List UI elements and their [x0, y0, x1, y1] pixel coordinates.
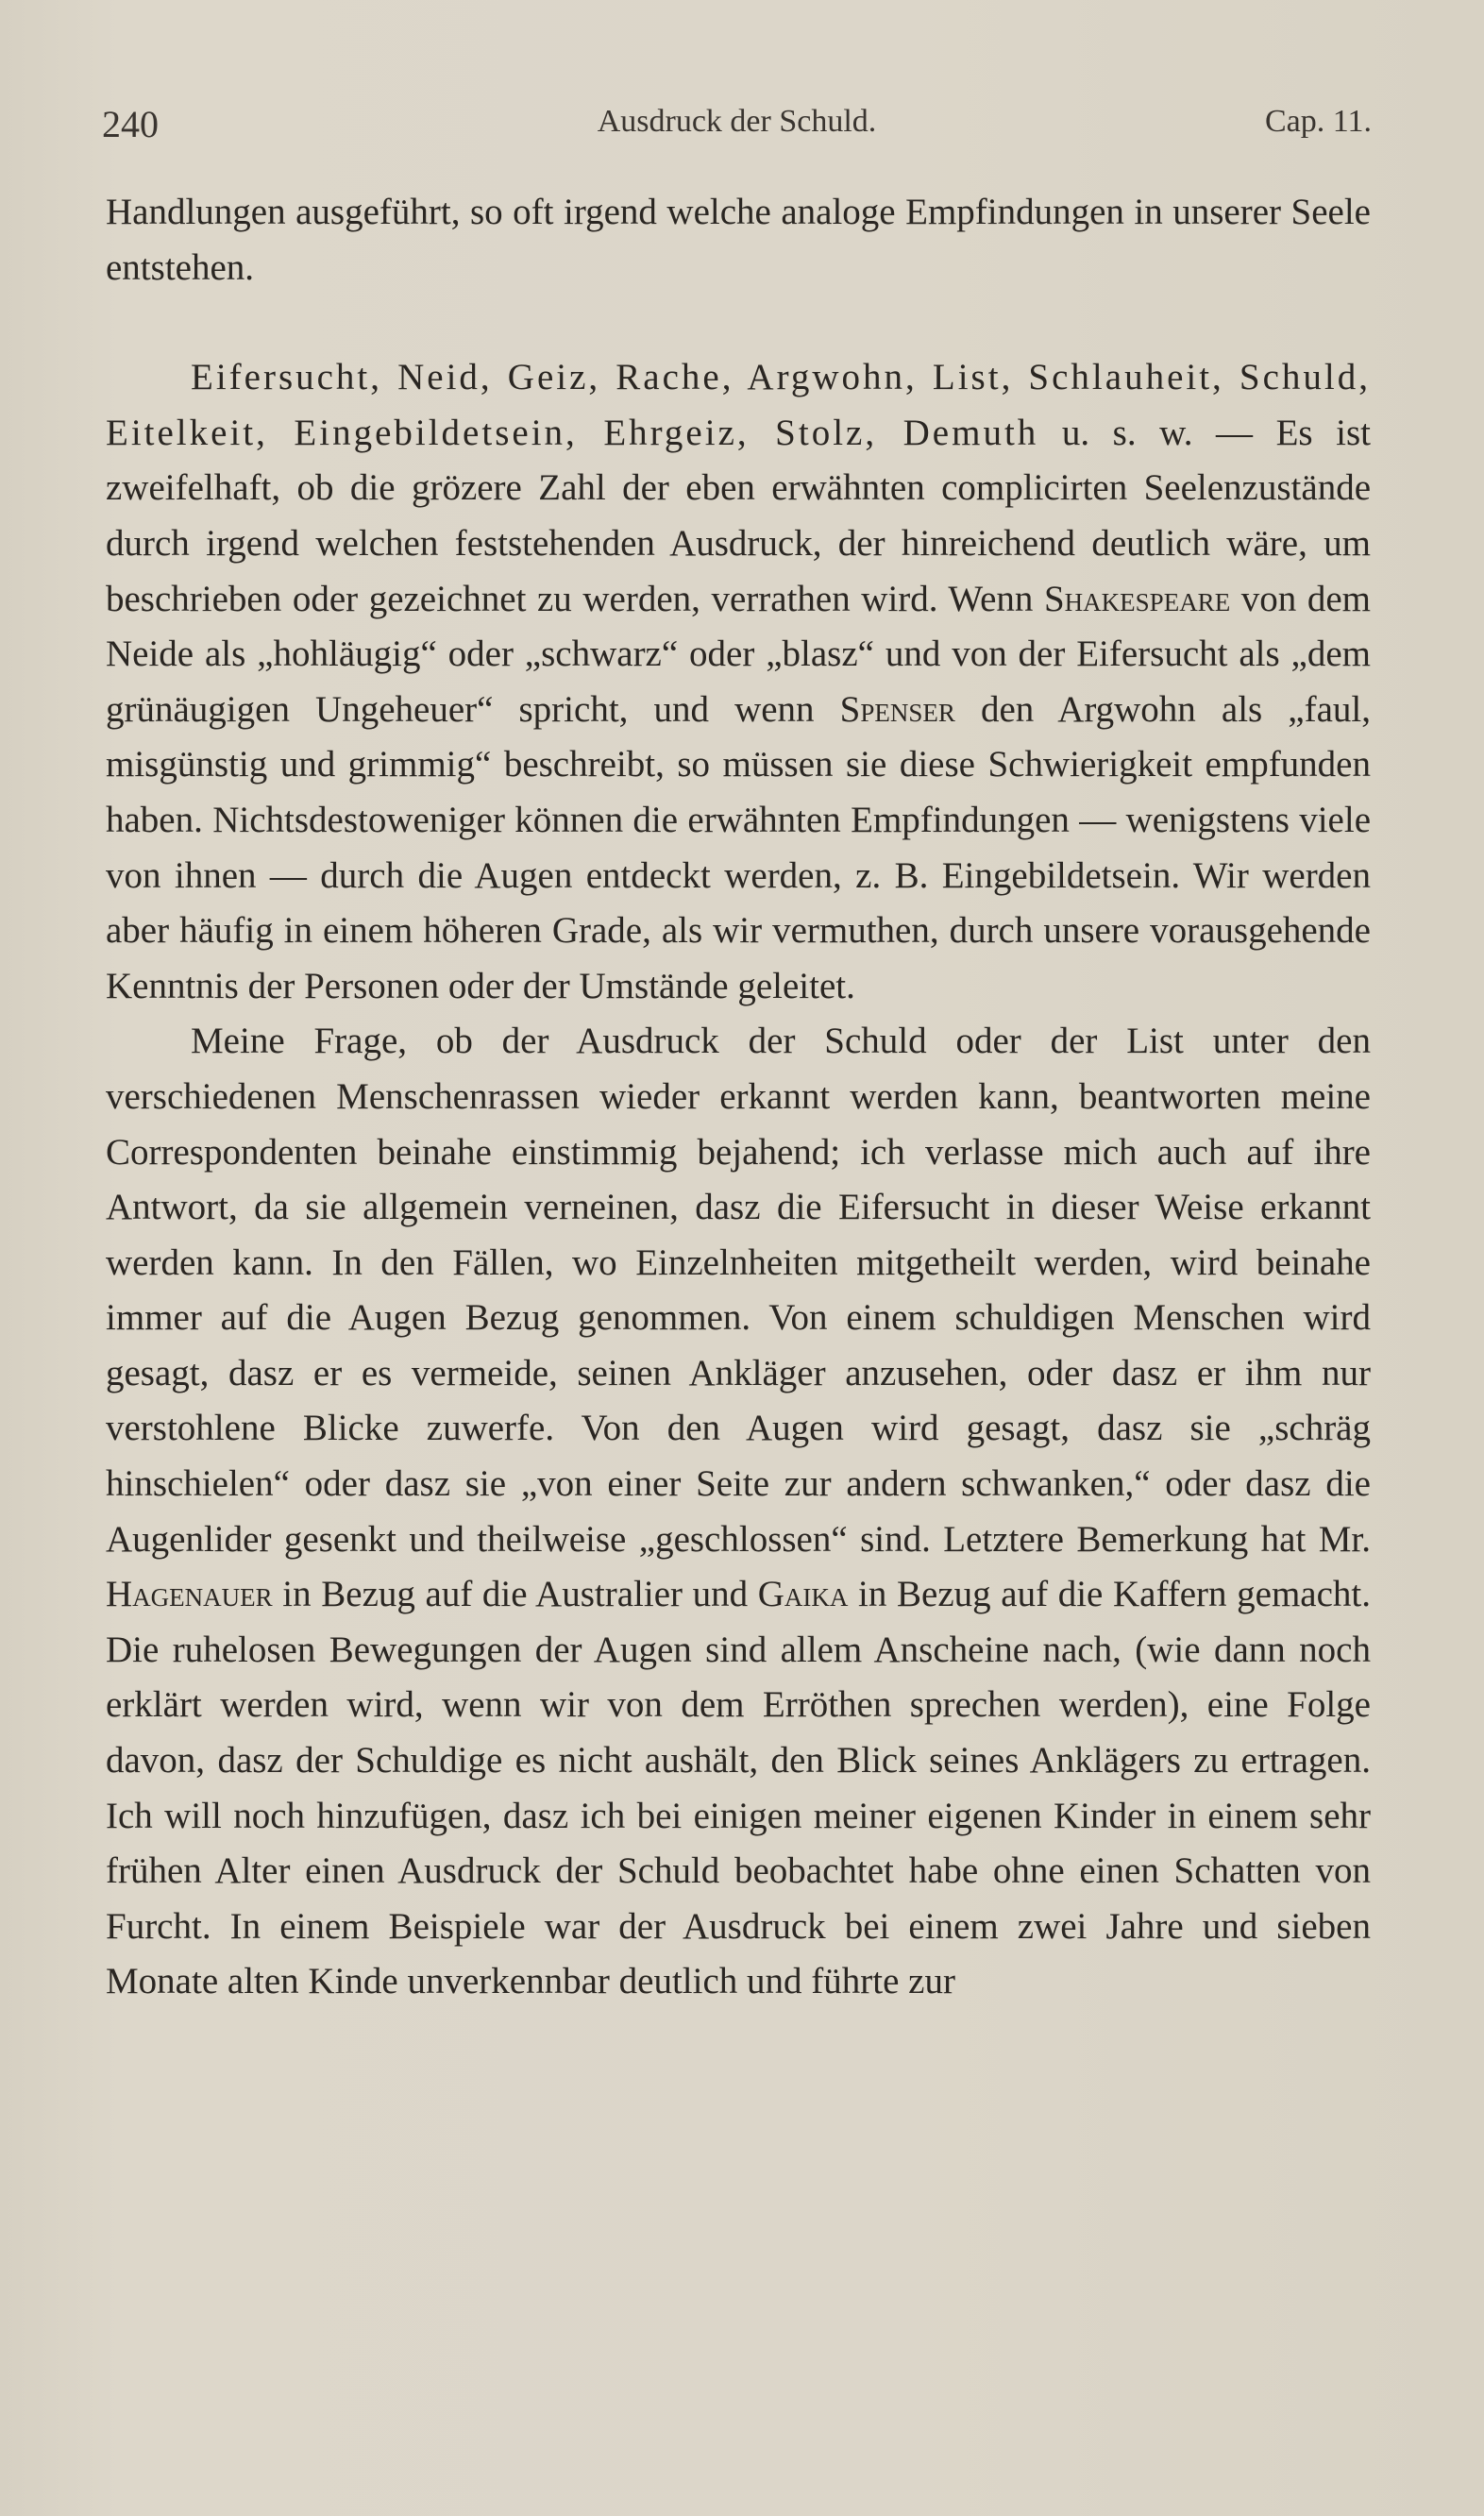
body-text [106, 185, 1371, 2010]
person-name-hagenauer: Hagenauer [106, 1574, 273, 1615]
paragraph-text: von dem Neide als „hohläugig“ oder „schwarz“ oder „blasz“ und von der Eifersucht als „dem grünäugigen Ungeheuer“ spricht, und wenn [106, 578, 1371, 730]
paragraph-continuation: Handlungen ausgeführt, so oft irgend welche analoge Empfindungen in unserer Seele entstehen. [106, 192, 1371, 288]
paragraph-guilt [106, 1014, 1371, 2010]
page-header [102, 102, 1372, 159]
page-number: 240 [102, 103, 159, 145]
paragraph-text: Meine Frage, ob der Ausdruck der Schuld oder der List unter den verschiedenen Menschenrassen wieder erkannt werden kann, beantworten meine Correspondenten beinahe einstimmig bejahend; ich verlasse mich auch auf ihre Antwort, da sie allgemein verneinen, dasz die Eifersucht in dieser Weise erkannt werden kann. In den Fällen, wo Einzelnheiten mitgetheilt werden, wird beinahe immer auf die Augen Bezug genommen. Von einem schuldigen Menschen wird gesagt, dasz er es vermeide, seinen Ankläger anzusehen, oder dasz er ihm nur verstohlene Blicke zuwerfe. Von den Augen wird gesagt, dasz sie „schräg hinschielen“ oder dasz sie „von einer Seite zur andern schwanken,“ oder dasz die Augenlider gesenkt und theilweise „geschlossen“ sind. Letztere Bemerkung hat Mr. [106, 1021, 1371, 1560]
emotion-list: Eifersucht, Neid, Geiz, Rache, Argwohn, List, Schlauheit, Schuld, Eitelkeit, Eingebildetsein, Ehrgeiz, Stolz, Demuth [106, 357, 1371, 453]
person-name-gaika: Gaika [757, 1574, 849, 1615]
paragraph-text: in Bezug auf die Kaffern gemacht. Die ruhelosen Bewegungen der Augen sind allem Anscheine nach, (wie dann noch erklärt werden wird, wenn wir von dem Erröthen sprechen werden), eine Folge davon, dasz der Schuldige es nicht aushält, den Blick seines Anklägers zu ertragen. Ich will noch hinzufügen, dasz ich bei einigen meiner eigenen Kinder in einem sehr frühen Alter einen Ausdruck der Schuld beobachtet habe ohne einen Schatten von Furcht. In einem Beispiele war der Ausdruck bei einem zwei Jahre und sieben Monate alten Kinde unverkennbar deutlich und führte zur [106, 1574, 1371, 2002]
paragraph-text: in Bezug auf die Australier und [272, 1574, 758, 1615]
paragraph-text: u. s. w. — Es ist zweifelhaft, ob die grözere Zahl der eben erwähnten complicirten Seelenzustände durch irgend welchen feststehenden Ausdruck, der hinreichend deutlich wäre, um beschrieben oder gezeichnet zu werden, verrathen wird. Wenn [106, 412, 1371, 619]
chapter-label: Cap. 11. [1264, 104, 1372, 139]
paragraph-emotions [106, 350, 1371, 1014]
paragraph-text: den Argwohn als „faul, misgünstig und grimmig“ beschreibt, so müssen sie diese Schwierigkeit empfunden haben. Nichtsdestoweniger können die erwähnten Empfindungen — wenigstens viele von ihnen — durch die Augen entdeckt werden, z. B. Eingebildetsein. Wir werden aber häufig in einem höheren Grade, als wir vermuthen, durch unsere vorausgehende Kenntnis der Personen oder der Umstände geleitet. [106, 688, 1371, 1006]
author-name-shakespeare: Shakespeare [1043, 578, 1231, 619]
author-name-spenser: Spenser [839, 688, 955, 730]
running-title: Ausdruck der Schuld. [597, 104, 877, 139]
